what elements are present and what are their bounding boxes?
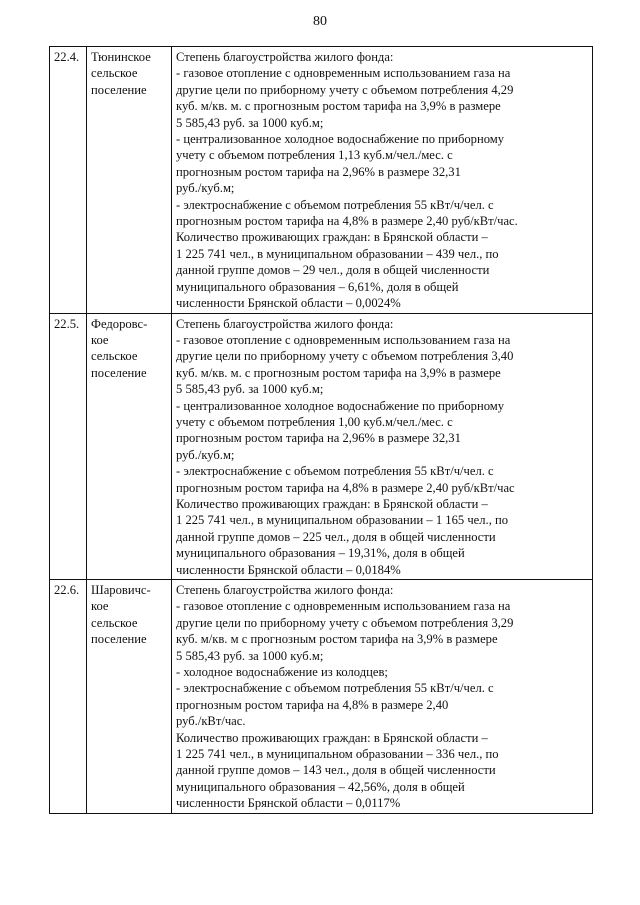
description-line: куб. м/кв. м с прогнозным ростом тарифа на 3,9% в размере [176,632,498,647]
description-line: Количество проживающих граждан: в Брянской области – [176,230,488,245]
description-line: 1 225 741 чел., в муниципальном образовании – 439 чел., по [176,246,499,261]
description-line: данной группе домов – 225 чел., доля в общей численности [176,529,496,544]
table-row [50,313,593,580]
description-cell [172,47,593,314]
description-line: руб./куб.м; [176,181,235,196]
settlement-name-line: кое [91,599,109,614]
settlement-name-line: Шаровичс- [91,583,151,597]
utility-table [49,46,593,814]
settlement-name-cell [87,313,172,580]
description-line: 1 225 741 чел., в муниципальном образовании – 336 чел., по [176,747,499,762]
settlement-name-line: поселение [91,632,147,647]
table-row [50,580,593,814]
description-line: учету с объемом потребления 1,13 куб.м/чел./мес. с [176,148,453,163]
settlement-name-line: кое [91,332,109,347]
description-line: другие цели по приборному учету с объемом потребления 4,29 [176,82,514,97]
row-number: 22.6. [50,580,87,814]
description-line: муниципального образования – 19,31%, доля в общей [176,546,465,561]
description-line: - электроснабжение с объемом потребления 55 кВт/ч/чел. с [176,197,494,212]
description-line: 5 585,43 руб. за 1000 куб.м; [176,115,324,130]
settlement-name-line: сельское [91,615,138,630]
description-line: данной группе домов – 29 чел., доля в общей численности [176,263,490,278]
description-line: численности Брянской области – 0,0117% [176,796,401,811]
description-cell [172,313,593,580]
description-line: учету с объемом потребления 1,00 куб.м/чел./мес. с [176,414,453,429]
description-line: - газовое отопление с одновременным использованием газа на [176,66,511,81]
settlement-name-line: Федоровс- [91,316,148,331]
description-line: муниципального образования – 42,56%, доля в общей [176,779,465,794]
description-line: Количество проживающих граждан: в Брянской области – [176,496,488,511]
description-line: прогнозным ростом тарифа на 4,8% в размере 2,40 [176,697,449,712]
description-line: - централизованное холодное водоснабжение по приборному [176,132,505,147]
description-line: 5 585,43 руб. за 1000 куб.м; [176,648,324,663]
description-line: - электроснабжение с объемом потребления 55 кВт/ч/чел. с [176,464,494,479]
description-line: другие цели по приборному учету с объемом потребления 3,29 [176,615,514,630]
row-number: 22.5. [50,313,87,580]
row-number: 22.4. [50,47,87,314]
description-line: руб./куб.м; [176,447,235,462]
page-number: 80 [313,14,327,29]
settlement-name-line: Тюнинское [91,50,151,64]
description-line: куб. м/кв. м. с прогнозным ростом тарифа на 3,9% в размере [176,365,501,380]
settlement-name-line: поселение [91,82,147,97]
description-line: руб./кВт/час. [176,714,246,729]
description-line: Степень благоустройства жилого фонда: [176,583,394,597]
description-line: численности Брянской области – 0,0184% [176,562,401,577]
description-line: данной группе домов – 143 чел., доля в общей численности [176,763,496,778]
description-line: численности Брянской области – 0,0024% [176,296,401,311]
settlement-name-cell [87,580,172,814]
settlement-name-line: поселение [91,365,147,380]
description-line: прогнозным ростом тарифа на 2,96% в размере 32,31 [176,431,461,446]
settlement-name-cell [87,47,172,314]
settlement-name-line: сельское [91,349,138,364]
settlement-name-line: сельское [91,66,138,81]
description-line: прогнозным ростом тарифа на 4,8% в размере 2,40 руб/кВт/час [176,480,515,495]
description-line: Степень благоустройства жилого фонда: [176,316,394,331]
description-line: - газовое отопление с одновременным использованием газа на [176,332,511,347]
description-line: другие цели по приборному учету с объемом потребления 3,40 [176,349,514,364]
description-line: - централизованное холодное водоснабжение по приборному [176,398,505,413]
description-line: прогнозным ростом тарифа на 4,8% в размере 2,40 руб/кВт/час. [176,214,518,229]
description-line: куб. м/кв. м. с прогнозным ростом тарифа на 3,9% в размере [176,99,501,114]
description-line: - газовое отопление с одновременным использованием газа на [176,599,511,614]
description-line: - электроснабжение с объемом потребления 55 кВт/ч/чел. с [176,681,494,696]
description-line: 5 585,43 руб. за 1000 куб.м; [176,382,324,397]
table-body [50,47,593,814]
description-line: прогнозным ростом тарифа на 2,96% в размере 32,31 [176,164,461,179]
description-line: Степень благоустройства жилого фонда: [176,50,394,64]
description-line: Количество проживающих граждан: в Брянской области – [176,730,488,745]
description-cell [172,580,593,814]
description-line: муниципального образования – 6,61%, доля в общей [176,279,459,294]
table-row [50,47,593,314]
description-line: - холодное водоснабжение из колодцев; [176,665,388,680]
description-line: 1 225 741 чел., в муниципальном образовании – 1 165 чел., по [176,513,509,528]
